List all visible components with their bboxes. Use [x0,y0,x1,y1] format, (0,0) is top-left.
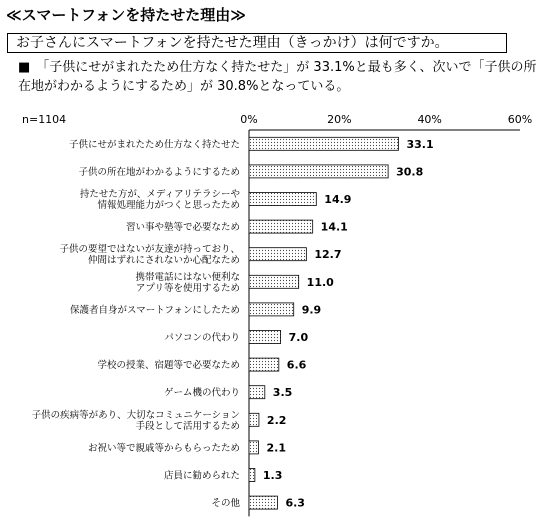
bar [249,386,265,399]
bar-value-label: 6.6 [286,358,307,372]
bar [249,137,399,150]
bar-value-label: 12.7 [314,248,342,262]
bar-value-label: 30.8 [396,165,424,179]
category-label: 店員に勧められた [163,470,240,482]
category-label: 情報処理能力がつくと思ったため [97,200,240,211]
bar-value-label: 9.9 [301,303,322,317]
category-label: 携帯電話にはない便利な [135,271,240,283]
bar-value-label: 1.3 [262,469,283,482]
summary-body: 「子供にせがまれたため仕方なく持たせた」が 33.1%と最も多く、次いで「子供の所在地がわかるようにするため」が 30.8%となっている。 [18,60,537,94]
bar-value-label: 3.5 [272,386,293,400]
bar [249,413,259,426]
bar [249,469,255,482]
question-box: お子さんにスマートフォンを持たせた理由（きっかけ）は何ですか。 [7,33,507,53]
category-label: 子供の要望ではないが友達が持っており、 [59,244,240,256]
category-label: 手段として活用するため [135,420,240,432]
category-label: 習い事や塾等で必要なため [125,222,240,234]
x-tick-label: 60% [507,113,533,126]
bar [249,331,281,344]
x-tick-label: 40% [417,113,442,126]
bar [249,220,313,233]
bar [249,248,306,261]
bar-value-label: 6.3 [285,496,305,510]
bar-value-label: 14.9 [324,193,352,206]
bar-value-label: 2.2 [266,413,287,427]
bar [249,441,258,454]
category-label: アプリ等を使用するため [135,282,240,294]
category-label: 子供にせがまれたため仕方なく持たせた [68,139,240,151]
bar [249,193,316,206]
category-label: 子供の疾病等があり、大切なコミュニケーション [31,409,240,421]
category-label: 持たせた方が、メディアリテラシーや [79,189,240,200]
bar-value-label: 14.1 [320,220,348,234]
summary-marker: ■ [18,60,31,75]
category-label: 子供の所在地がわかるようにするため [78,166,240,178]
bar [249,358,279,371]
bar [249,303,294,316]
bar-value-label: 11.0 [306,275,334,289]
x-tick-label: 20% [327,113,352,126]
category-label: ゲーム機の代わり [163,387,240,399]
category-label: 学校の授業、宿題等で必要なため [97,360,240,372]
bar [249,165,388,178]
bar-value-label: 33.1 [406,137,434,151]
x-tick-label: 0% [240,113,258,126]
bar-value-label: 7.0 [288,331,309,344]
page-heading: ≪スマートフォンを持たせた理由≫ [6,6,246,24]
category-label: 保護者自身がスマートフォンにしたため [69,304,240,316]
sample-size-label: n=1104 [22,113,67,126]
category-label: パソコンの代わり [164,332,240,344]
bar [249,496,277,509]
category-label: 仲間はずれにされないか心配なため [87,255,240,267]
category-label: お祝い等で親戚等からもらったため [87,442,240,454]
bar-value-label: 2.1 [266,441,286,455]
category-label: その他 [211,498,240,510]
bar [249,275,299,288]
